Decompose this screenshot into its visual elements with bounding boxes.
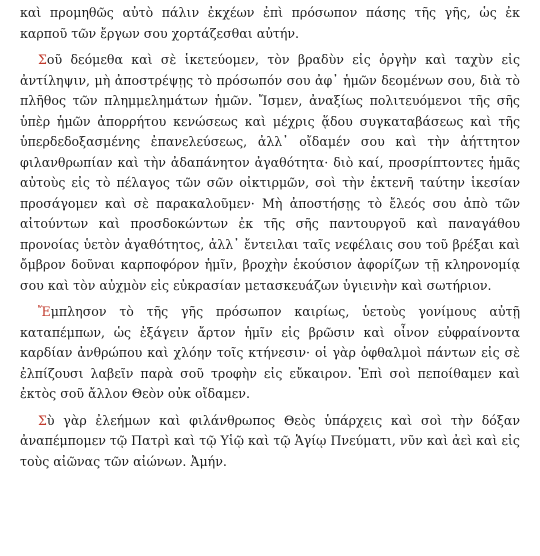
- paragraph-2: [20, 50, 520, 296]
- paragraph-3-initial: Ἔ: [38, 304, 51, 319]
- paragraph-2-text: οῦ δεόμεθα καὶ σὲ ἱκετεύομεν, τὸν βραδὺν εἰς ὀργὴν καὶ ταχὺν εἰς ἀντίληψιν, μὴ ἀποστρέψῃς τὸ πρόσωπόν σου ἀφ᾽ ἡμῶν δεομένων σου, διὰ τὸ πλῆθος τῶν πλημμελημάτων ἡμῶν. Ἴσμεν, ἀναξίως πολιτευόμενοι τῆς σῆς ὑπὲρ ἡμῶν ἀπορρήτου κενώσεως καὶ μέχρις ᾅδου συγκαταβάσεως καὶ τῆς ὑπερδεδοξασμένης ἐπανελεύσεως, ἀλλ᾽ οἴδαμέν σου καὶ τὴν ἀήττητον φιλανθρωπίαν καὶ τὴν ἀδαπάνητον ἀγαθότητα· διὸ καί, προσρίπτοντες ἡμᾶς αὐτοὺς εἰς τὸ πέλαγος τῶν σῶν οἰκτιρμῶν, σοὶ τὴν ἐκτενῆ ταύτην ἱκεσίαν προσάγομεν καὶ σὲ παρακαλοῦμεν· Μὴ ἀποστήσῃς τὸ ἔλεός σου ἀπὸ τῶν αἰτούντων καὶ προσδοκώντων ἐκ τῆς σῆς παντουργοῦ καὶ παναγάθου προνοίας ὑετὸν ἀγαθότητος, ἀλλ᾽ ἔντειλαι ταῖς νεφέλαις σου τοῦ βρέξαι καὶ ὄμβρον δοῦναι καρποφόρον ἡμῖν, βροχὴν ἑκούσιον ἀφορίζων τῇ κληρονομίᾳ σου καὶ τὸν αὐχμὸν εἰς εὐκρασίαν μετασκευάζων ὑγιεινὴν καὶ σωτήριον.: [20, 52, 520, 293]
- paragraph-4-initial: Σ: [38, 412, 47, 428]
- paragraph-1: [20, 3, 520, 44]
- paragraph-4: [20, 411, 520, 473]
- paragraph-4-text: ὺ γὰρ ἐλεήμων καὶ φιλάνθρωπος Θεὸς ὑπάρχεις καὶ σοὶ τὴν δόξαν ἀναπέμπομεν τῷ Πατρὶ καὶ τῷ Υἱῷ καὶ τῷ Ἁγίῳ Πνεύματι, νῦν καὶ ἀεὶ καὶ εἰς τοὺς αἰῶνας τῶν αἰώνων. Ἀμήν.: [20, 412, 520, 469]
- paragraph-2-initial: Σ: [38, 52, 47, 67]
- paragraph-3: [20, 302, 520, 405]
- paragraph-1-text: καὶ προμηθῶς αὐτὸ πάλιν ἐκχέων ἐπὶ πρόσωπον πάσης τῆς γῆς, ὡς ἐκ καρποῦ τῶν ἔργων σου χορτάζεσθαι αὐτήν.: [20, 5, 520, 41]
- document-page: [20, 3, 520, 478]
- paragraph-3-text: μπλησον τὸ τῆς γῆς πρόσωπον καιρίως, ὑετοὺς γονίμους αὐτῇ καταπέμπων, ὡς ἐξάγειν ἄρτον ἡμῖν εἰς βρῶσιν καὶ οἶνον εὐφραίνοντα καρδίαν ἀνθρώπου καὶ χλόην τοῖς κτήνεσιν· οἱ γὰρ ὀφθαλμοὶ πάντων εἰς σὲ ἐλπίζουσι λαβεῖν παρὰ σοῦ τροφὴν εἰς εὔκαιρον. Ἐπὶ σοὶ πεποίθαμεν καὶ ἐκτὸς σοῦ ἄλλον Θεὸν οὐκ οἴδαμεν.: [20, 304, 520, 401]
